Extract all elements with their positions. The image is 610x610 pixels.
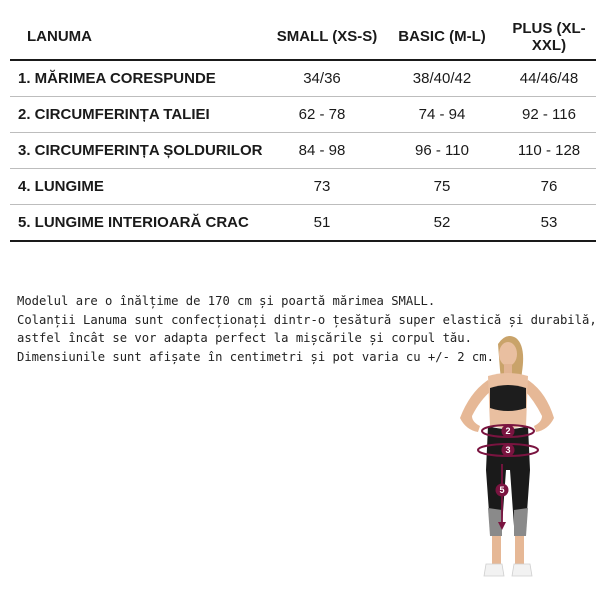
- table-row: [10, 133, 596, 169]
- head: [499, 342, 517, 366]
- cell-plus: 53: [540, 214, 558, 231]
- cell-plus: 110 - 128: [517, 142, 581, 159]
- cell-basic: 52: [433, 214, 451, 231]
- cell-small: 34/36: [303, 70, 341, 87]
- lower-leg: [515, 536, 524, 564]
- row-label: 1. MĂRIMEA CORESPUNDE: [18, 70, 216, 87]
- size-table: [10, 14, 596, 242]
- svg-text:2: 2: [505, 426, 511, 437]
- cell-basic: 75: [433, 178, 451, 195]
- right-arm: [524, 380, 554, 432]
- table-row: [10, 169, 596, 205]
- header-basic: BASIC (M-L): [398, 28, 486, 45]
- right-shoe: [512, 564, 532, 576]
- table-row: [10, 205, 596, 242]
- row-label: 3. CIRCUMFERINȚA ȘOLDURILOR: [18, 142, 263, 159]
- cell-small: 62 - 78: [298, 106, 346, 123]
- table-row: [10, 97, 596, 133]
- svg-text:5: 5: [499, 485, 505, 496]
- cell-small: 84 - 98: [298, 142, 346, 159]
- cell-plus: 92 - 116: [522, 106, 576, 123]
- row-label: 4. LUNGIME: [18, 178, 104, 195]
- marker-waist: [502, 425, 515, 438]
- table-header-row: [10, 14, 596, 61]
- calf-panel: [514, 508, 528, 536]
- note-line: Modelul are o înălțime de 170 cm și poartă mărimea SMALL.: [17, 294, 436, 308]
- left-shoe: [484, 564, 504, 576]
- sports-bra: [490, 385, 526, 411]
- neck: [504, 364, 512, 374]
- row-label: 2. CIRCUMFERINȚA TALIEI: [18, 106, 210, 123]
- model-figure: [440, 330, 580, 590]
- marker-inseam: [496, 484, 509, 497]
- row-label: 5. LUNGIME INTERIOARĂ CRAC: [18, 214, 249, 231]
- lower-leg: [492, 536, 501, 564]
- table-row: [10, 61, 596, 97]
- cell-basic: 38/40/42: [412, 70, 472, 87]
- cell-plus: 44/46/48: [519, 70, 579, 87]
- header-brand: LANUMA: [27, 28, 92, 45]
- svg-text:3: 3: [505, 445, 511, 456]
- cell-basic: 96 - 110: [415, 142, 469, 159]
- note-line: astfel încât se vor adapta perfect la mișcările și corpul tău.: [17, 331, 472, 345]
- cell-small: 51: [313, 214, 331, 231]
- cell-small: 73: [313, 178, 331, 195]
- note-line: Dimensiunile sunt afișate în centimetri și pot varia cu +/- 2 cm.: [17, 349, 494, 364]
- note-line: Colanții Lanuma sunt confecționați dintr-o țesătură super elastică și durabilă,: [17, 312, 597, 327]
- left-arm: [460, 380, 492, 432]
- header-small: SMALL (XS-S): [276, 28, 378, 45]
- cell-plus: 76: [540, 178, 558, 195]
- marker-hips: [502, 444, 515, 457]
- cell-basic: 74 - 94: [418, 106, 466, 123]
- header-plus: PLUS (XL-XXL): [512, 19, 586, 54]
